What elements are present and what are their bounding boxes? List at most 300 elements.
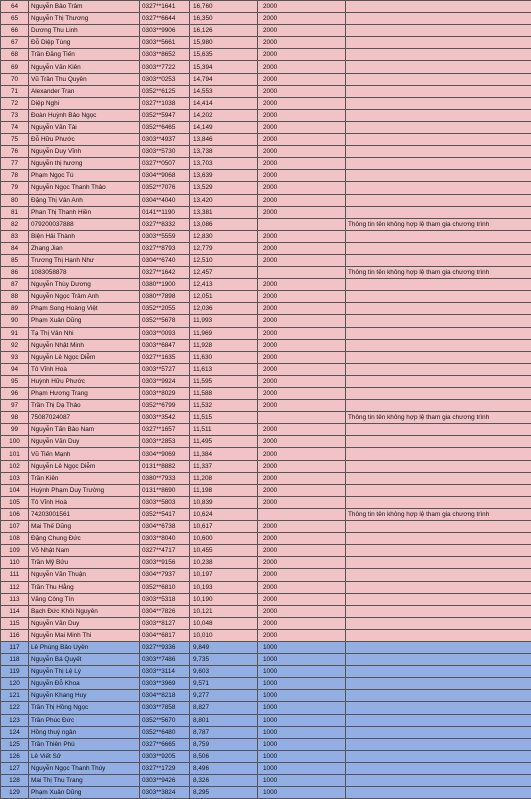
note-cell bbox=[346, 762, 531, 774]
rank-cell: 111 bbox=[1, 569, 29, 581]
points-cell: 11,588 bbox=[190, 388, 258, 400]
note-cell bbox=[346, 400, 531, 412]
points-cell: 11,384 bbox=[190, 448, 258, 460]
name-cell: Biện Hải Thành bbox=[29, 230, 140, 242]
prize-cell: 2000 bbox=[258, 375, 346, 387]
table-row bbox=[1, 714, 531, 726]
note-cell bbox=[346, 134, 531, 146]
note-cell bbox=[346, 375, 531, 387]
rank-cell: 80 bbox=[1, 194, 29, 206]
prize-cell: 2000 bbox=[258, 545, 346, 557]
phone-cell: 0380**1900 bbox=[140, 279, 190, 291]
phone-cell: 0327**9336 bbox=[140, 641, 190, 653]
table-row bbox=[1, 37, 531, 49]
points-cell: 15,980 bbox=[190, 37, 258, 49]
phone-cell: 0303**0093 bbox=[140, 327, 190, 339]
rank-cell: 129 bbox=[1, 787, 29, 799]
points-cell: 11,969 bbox=[190, 327, 258, 339]
table-row bbox=[1, 775, 531, 787]
points-cell: 8,496 bbox=[190, 762, 258, 774]
name-cell: Tô Vĩnh Hoà bbox=[29, 363, 140, 375]
table-row bbox=[1, 254, 531, 266]
name-cell: Trần Thị Hồng Ngọc bbox=[29, 702, 140, 714]
note-cell bbox=[346, 303, 531, 315]
points-cell: 12,457 bbox=[190, 267, 258, 279]
prize-cell bbox=[258, 218, 346, 230]
points-cell: 13,086 bbox=[190, 218, 258, 230]
note-cell bbox=[346, 85, 531, 97]
table-row bbox=[1, 460, 531, 472]
rank-cell: 83 bbox=[1, 230, 29, 242]
table-row bbox=[1, 654, 531, 666]
rank-cell: 128 bbox=[1, 775, 29, 787]
phone-cell: 0352**6125 bbox=[140, 85, 190, 97]
points-cell: 11,595 bbox=[190, 375, 258, 387]
phone-cell: 0303**3824 bbox=[140, 787, 190, 799]
rank-cell: 76 bbox=[1, 146, 29, 158]
name-cell: Nguyễn Lê Ngọc Diễm bbox=[29, 351, 140, 363]
note-cell bbox=[346, 787, 531, 799]
name-cell: Nguyễn Thùy Dương bbox=[29, 279, 140, 291]
phone-cell: 0352**7076 bbox=[140, 182, 190, 194]
table-row bbox=[1, 73, 531, 85]
name-cell: Nguyễn Lê Ngọc Diễm bbox=[29, 460, 140, 472]
name-cell: Nguyễn Đỗ Khoa bbox=[29, 678, 140, 690]
table-row bbox=[1, 521, 531, 533]
prize-cell: 2000 bbox=[258, 85, 346, 97]
table-row bbox=[1, 787, 531, 799]
phone-cell: 0303**9906 bbox=[140, 25, 190, 37]
points-cell: 9,571 bbox=[190, 678, 258, 690]
prize-cell: 2000 bbox=[258, 327, 346, 339]
rank-cell: 77 bbox=[1, 158, 29, 170]
table-row bbox=[1, 85, 531, 97]
table-row bbox=[1, 605, 531, 617]
rank-cell: 107 bbox=[1, 521, 29, 533]
winners-table-body bbox=[1, 1, 531, 799]
table-row bbox=[1, 472, 531, 484]
note-cell bbox=[346, 291, 531, 303]
phone-cell: 0303**3542 bbox=[140, 412, 190, 424]
points-cell: 15,394 bbox=[190, 61, 258, 73]
prize-cell: 1000 bbox=[258, 654, 346, 666]
phone-cell: 0303**7858 bbox=[140, 702, 190, 714]
table-row bbox=[1, 109, 531, 121]
note-cell bbox=[346, 230, 531, 242]
points-cell: 10,010 bbox=[190, 629, 258, 641]
note-cell bbox=[346, 726, 531, 738]
phone-cell: 0303**8652 bbox=[140, 49, 190, 61]
prize-cell: 1000 bbox=[258, 762, 346, 774]
points-cell: 14,794 bbox=[190, 73, 258, 85]
note-cell bbox=[346, 533, 531, 545]
rank-cell: 73 bbox=[1, 109, 29, 121]
prize-cell: 2000 bbox=[258, 605, 346, 617]
table-row bbox=[1, 315, 531, 327]
prize-cell: 2000 bbox=[258, 279, 346, 291]
name-cell: Bạch Đức Khôi Nguyên bbox=[29, 605, 140, 617]
prize-cell: 2000 bbox=[258, 146, 346, 158]
rank-cell: 65 bbox=[1, 13, 29, 25]
phone-cell: 0304**6738 bbox=[140, 521, 190, 533]
note-cell bbox=[346, 617, 531, 629]
prize-cell: 2000 bbox=[258, 49, 346, 61]
prize-cell: 2000 bbox=[258, 436, 346, 448]
rank-cell: 99 bbox=[1, 424, 29, 436]
prize-cell: 1000 bbox=[258, 666, 346, 678]
name-cell: Trần Đăng Tiến bbox=[29, 49, 140, 61]
note-cell bbox=[346, 315, 531, 327]
table-row bbox=[1, 569, 531, 581]
points-cell: 10,048 bbox=[190, 617, 258, 629]
table-row bbox=[1, 508, 531, 520]
points-cell: 16,126 bbox=[190, 25, 258, 37]
prize-cell: 2000 bbox=[258, 593, 346, 605]
note-cell bbox=[346, 13, 531, 25]
rank-cell: 66 bbox=[1, 25, 29, 37]
name-cell: Diệp Nghi bbox=[29, 97, 140, 109]
note-cell bbox=[346, 363, 531, 375]
name-cell: Phạm Hương Trang bbox=[29, 388, 140, 400]
prize-cell: 2000 bbox=[258, 182, 346, 194]
name-cell: Vũ Tiến Mạnh bbox=[29, 448, 140, 460]
points-cell: 14,553 bbox=[190, 85, 258, 97]
note-cell: Thông tin tên không hợp lệ tham gia chương trình bbox=[346, 267, 531, 279]
note-cell bbox=[346, 170, 531, 182]
table-row bbox=[1, 61, 531, 73]
phone-cell: 0303**9156 bbox=[140, 557, 190, 569]
prize-cell: 2000 bbox=[258, 37, 346, 49]
phone-cell: 0304**6740 bbox=[140, 254, 190, 266]
rank-cell: 108 bbox=[1, 533, 29, 545]
note-cell bbox=[346, 690, 531, 702]
name-cell: Nguyễn Thị Thương bbox=[29, 13, 140, 25]
rank-cell: 95 bbox=[1, 375, 29, 387]
points-cell: 8,801 bbox=[190, 714, 258, 726]
prize-cell: 2000 bbox=[258, 158, 346, 170]
note-cell bbox=[346, 775, 531, 787]
rank-cell: 123 bbox=[1, 714, 29, 726]
prize-cell: 2000 bbox=[258, 629, 346, 641]
name-cell: Nguyễn Duy Vĩnh bbox=[29, 146, 140, 158]
phone-cell: 0304**4040 bbox=[140, 194, 190, 206]
phone-cell: 0327**1657 bbox=[140, 424, 190, 436]
prize-cell: 2000 bbox=[258, 363, 346, 375]
rank-cell: 86 bbox=[1, 267, 29, 279]
prize-cell: 2000 bbox=[258, 254, 346, 266]
table-row bbox=[1, 375, 531, 387]
name-cell: Nguyễn Khang Huy bbox=[29, 690, 140, 702]
rank-cell: 70 bbox=[1, 73, 29, 85]
phone-cell: 0327**1729 bbox=[140, 762, 190, 774]
name-cell: Dương Thu Linh bbox=[29, 25, 140, 37]
table-row bbox=[1, 448, 531, 460]
name-cell: 75087024087 bbox=[29, 412, 140, 424]
note-cell bbox=[346, 557, 531, 569]
rank-cell: 84 bbox=[1, 242, 29, 254]
note-cell: Thông tin tên không hợp lệ tham gia chương trình bbox=[346, 508, 531, 520]
note-cell bbox=[346, 545, 531, 557]
name-cell: Đỗ Diệp Tùng bbox=[29, 37, 140, 49]
table-row bbox=[1, 291, 531, 303]
points-cell: 11,993 bbox=[190, 315, 258, 327]
note-cell bbox=[346, 569, 531, 581]
prize-cell: 2000 bbox=[258, 242, 346, 254]
prize-cell: 2000 bbox=[258, 61, 346, 73]
phone-cell: 0303**4937 bbox=[140, 134, 190, 146]
rank-cell: 79 bbox=[1, 182, 29, 194]
table-row bbox=[1, 351, 531, 363]
rank-cell: 124 bbox=[1, 726, 29, 738]
prize-cell: 2000 bbox=[258, 121, 346, 133]
note-cell bbox=[346, 714, 531, 726]
name-cell: Nguyễn Bảo Trâm bbox=[29, 1, 140, 13]
rank-cell: 102 bbox=[1, 460, 29, 472]
points-cell: 10,190 bbox=[190, 593, 258, 605]
prize-cell: 1000 bbox=[258, 787, 346, 799]
points-cell: 14,149 bbox=[190, 121, 258, 133]
table-row bbox=[1, 690, 531, 702]
table-row bbox=[1, 400, 531, 412]
prize-cell: 2000 bbox=[258, 569, 346, 581]
note-cell bbox=[346, 388, 531, 400]
table-row bbox=[1, 484, 531, 496]
rank-cell: 82 bbox=[1, 218, 29, 230]
note-cell bbox=[346, 254, 531, 266]
points-cell: 16,350 bbox=[190, 13, 258, 25]
phone-cell: 0303**3969 bbox=[140, 678, 190, 690]
table-row bbox=[1, 678, 531, 690]
name-cell: Trần Thiên Phú bbox=[29, 738, 140, 750]
phone-cell: 0303**5661 bbox=[140, 37, 190, 49]
table-row bbox=[1, 496, 531, 508]
rank-cell: 87 bbox=[1, 279, 29, 291]
rank-cell: 119 bbox=[1, 666, 29, 678]
name-cell: Huỳnh Hữu Phước bbox=[29, 375, 140, 387]
rank-cell: 110 bbox=[1, 557, 29, 569]
prize-cell: 2000 bbox=[258, 194, 346, 206]
prize-cell: 2000 bbox=[258, 291, 346, 303]
table-row bbox=[1, 182, 531, 194]
points-cell: 10,193 bbox=[190, 581, 258, 593]
table-row bbox=[1, 194, 531, 206]
rank-cell: 113 bbox=[1, 593, 29, 605]
phone-cell: 0352**5678 bbox=[140, 315, 190, 327]
name-cell: Hồng thuý ngân bbox=[29, 726, 140, 738]
note-cell bbox=[346, 605, 531, 617]
name-cell: Nguyễn Văn Duy bbox=[29, 617, 140, 629]
phone-cell: 0327**1641 bbox=[140, 1, 190, 13]
name-cell: Đặng Thị Vân Anh bbox=[29, 194, 140, 206]
name-cell: Mai Thị Thu Trang bbox=[29, 775, 140, 787]
note-cell bbox=[346, 25, 531, 37]
name-cell: Phạm Xuân Dũng bbox=[29, 315, 140, 327]
note-cell bbox=[346, 496, 531, 508]
phone-cell: 0327**0507 bbox=[140, 158, 190, 170]
prize-cell: 2000 bbox=[258, 617, 346, 629]
name-cell: Đỗ Hữu Phước bbox=[29, 134, 140, 146]
name-cell: Nguyễn Văn Duy bbox=[29, 436, 140, 448]
points-cell: 8,295 bbox=[190, 787, 258, 799]
note-cell bbox=[346, 424, 531, 436]
rank-cell: 121 bbox=[1, 690, 29, 702]
note-cell bbox=[346, 1, 531, 13]
name-cell: Nguyễn Văn Thuận bbox=[29, 569, 140, 581]
note-cell bbox=[346, 641, 531, 653]
phone-cell: 0327**4717 bbox=[140, 545, 190, 557]
rank-cell: 103 bbox=[1, 472, 29, 484]
phone-cell: 0327**1642 bbox=[140, 267, 190, 279]
note-cell bbox=[346, 460, 531, 472]
points-cell: 8,759 bbox=[190, 738, 258, 750]
prize-cell bbox=[258, 267, 346, 279]
rank-cell: 115 bbox=[1, 617, 29, 629]
table-row bbox=[1, 242, 531, 254]
note-cell bbox=[346, 484, 531, 496]
name-cell: Zhang Jian bbox=[29, 242, 140, 254]
note-cell bbox=[346, 146, 531, 158]
name-cell: Phan Thị Thanh Hiền bbox=[29, 206, 140, 218]
note-cell bbox=[346, 97, 531, 109]
phone-cell: 0303**2853 bbox=[140, 436, 190, 448]
name-cell: Nguyễn Ngọc Thanh Thúy bbox=[29, 762, 140, 774]
prize-cell: 2000 bbox=[258, 303, 346, 315]
points-cell: 10,238 bbox=[190, 557, 258, 569]
rank-cell: 109 bbox=[1, 545, 29, 557]
table-row bbox=[1, 97, 531, 109]
rank-cell: 120 bbox=[1, 678, 29, 690]
rank-cell: 125 bbox=[1, 738, 29, 750]
points-cell: 8,326 bbox=[190, 775, 258, 787]
note-cell bbox=[346, 37, 531, 49]
name-cell: Vũ Trần Thu Quyên bbox=[29, 73, 140, 85]
table-row bbox=[1, 593, 531, 605]
table-row bbox=[1, 170, 531, 182]
name-cell: Tô Vĩnh Hoà bbox=[29, 496, 140, 508]
rank-cell: 71 bbox=[1, 85, 29, 97]
points-cell: 12,510 bbox=[190, 254, 258, 266]
table-row bbox=[1, 49, 531, 61]
points-cell: 10,617 bbox=[190, 521, 258, 533]
rank-cell: 127 bbox=[1, 762, 29, 774]
name-cell: Nguyễn Ngọc Thanh Thảo bbox=[29, 182, 140, 194]
points-cell: 13,529 bbox=[190, 182, 258, 194]
table-row bbox=[1, 762, 531, 774]
prize-cell: 2000 bbox=[258, 521, 346, 533]
points-cell: 11,613 bbox=[190, 363, 258, 375]
points-cell: 9,849 bbox=[190, 641, 258, 653]
points-cell: 13,846 bbox=[190, 134, 258, 146]
table-row bbox=[1, 557, 531, 569]
points-cell: 9,603 bbox=[190, 666, 258, 678]
name-cell: Võ Nhật Nam bbox=[29, 545, 140, 557]
rank-cell: 126 bbox=[1, 750, 29, 762]
name-cell: 079200037888 bbox=[29, 218, 140, 230]
table-row bbox=[1, 750, 531, 762]
name-cell: Nguyễn Văn Kiên bbox=[29, 61, 140, 73]
points-cell: 11,511 bbox=[190, 424, 258, 436]
table-row bbox=[1, 158, 531, 170]
rank-cell: 98 bbox=[1, 412, 29, 424]
phone-cell: 0380**7933 bbox=[140, 472, 190, 484]
note-cell: Thông tin tên không hợp lệ tham gia chương trình bbox=[346, 218, 531, 230]
prize-cell: 1000 bbox=[258, 726, 346, 738]
points-cell: 11,198 bbox=[190, 484, 258, 496]
table-row bbox=[1, 230, 531, 242]
prize-cell: 1000 bbox=[258, 702, 346, 714]
note-cell bbox=[346, 109, 531, 121]
note-cell bbox=[346, 581, 531, 593]
prize-cell: 2000 bbox=[258, 424, 346, 436]
table-row bbox=[1, 738, 531, 750]
phone-cell: 0303**9924 bbox=[140, 375, 190, 387]
phone-cell: 0303**9205 bbox=[140, 750, 190, 762]
points-cell: 13,381 bbox=[190, 206, 258, 218]
points-cell: 10,197 bbox=[190, 569, 258, 581]
name-cell: Đặng Chung Đức bbox=[29, 533, 140, 545]
phone-cell: 0327**6644 bbox=[140, 13, 190, 25]
points-cell: 11,337 bbox=[190, 460, 258, 472]
points-cell: 12,036 bbox=[190, 303, 258, 315]
table-row bbox=[1, 617, 531, 629]
phone-cell: 0303**0253 bbox=[140, 73, 190, 85]
phone-cell: 0303**8029 bbox=[140, 388, 190, 400]
phone-cell: 0304**8218 bbox=[140, 690, 190, 702]
prize-cell: 2000 bbox=[258, 351, 346, 363]
name-cell: Nguyễn Mai Minh Thi bbox=[29, 629, 140, 641]
table-row bbox=[1, 13, 531, 25]
table-row bbox=[1, 533, 531, 545]
phone-cell: 0327**6665 bbox=[140, 738, 190, 750]
note-cell bbox=[346, 472, 531, 484]
prize-cell bbox=[258, 508, 346, 520]
prize-cell: 1000 bbox=[258, 714, 346, 726]
points-cell: 10,121 bbox=[190, 605, 258, 617]
phone-cell: 0327**8332 bbox=[140, 218, 190, 230]
name-cell: Mai Thế Dũng bbox=[29, 521, 140, 533]
points-cell: 11,495 bbox=[190, 436, 258, 448]
note-cell bbox=[346, 279, 531, 291]
name-cell: Phạm Song Hoàng Việt bbox=[29, 303, 140, 315]
table-row bbox=[1, 134, 531, 146]
prize-cell: 1000 bbox=[258, 678, 346, 690]
points-cell: 13,420 bbox=[190, 194, 258, 206]
points-cell: 9,277 bbox=[190, 690, 258, 702]
rank-cell: 81 bbox=[1, 206, 29, 218]
phone-cell: 0303**7722 bbox=[140, 61, 190, 73]
prize-cell: 2000 bbox=[258, 170, 346, 182]
name-cell: Nguyễn thị hương bbox=[29, 158, 140, 170]
prize-cell: 2000 bbox=[258, 472, 346, 484]
name-cell: Trần Kiên bbox=[29, 472, 140, 484]
table-row bbox=[1, 436, 531, 448]
name-cell: Huỳnh Phạm Duy Trường bbox=[29, 484, 140, 496]
points-cell: 11,630 bbox=[190, 351, 258, 363]
note-cell bbox=[346, 339, 531, 351]
name-cell: Tạ Thị Vân Nhi bbox=[29, 327, 140, 339]
table-row bbox=[1, 545, 531, 557]
note-cell bbox=[346, 666, 531, 678]
table-row bbox=[1, 702, 531, 714]
phone-cell: 0304**9069 bbox=[140, 448, 190, 460]
prize-cell: 2000 bbox=[258, 448, 346, 460]
phone-cell: 0303**5559 bbox=[140, 230, 190, 242]
rank-cell: 106 bbox=[1, 508, 29, 520]
note-cell bbox=[346, 629, 531, 641]
name-cell: 1083058878 bbox=[29, 267, 140, 279]
points-cell: 8,827 bbox=[190, 702, 258, 714]
rank-cell: 67 bbox=[1, 37, 29, 49]
